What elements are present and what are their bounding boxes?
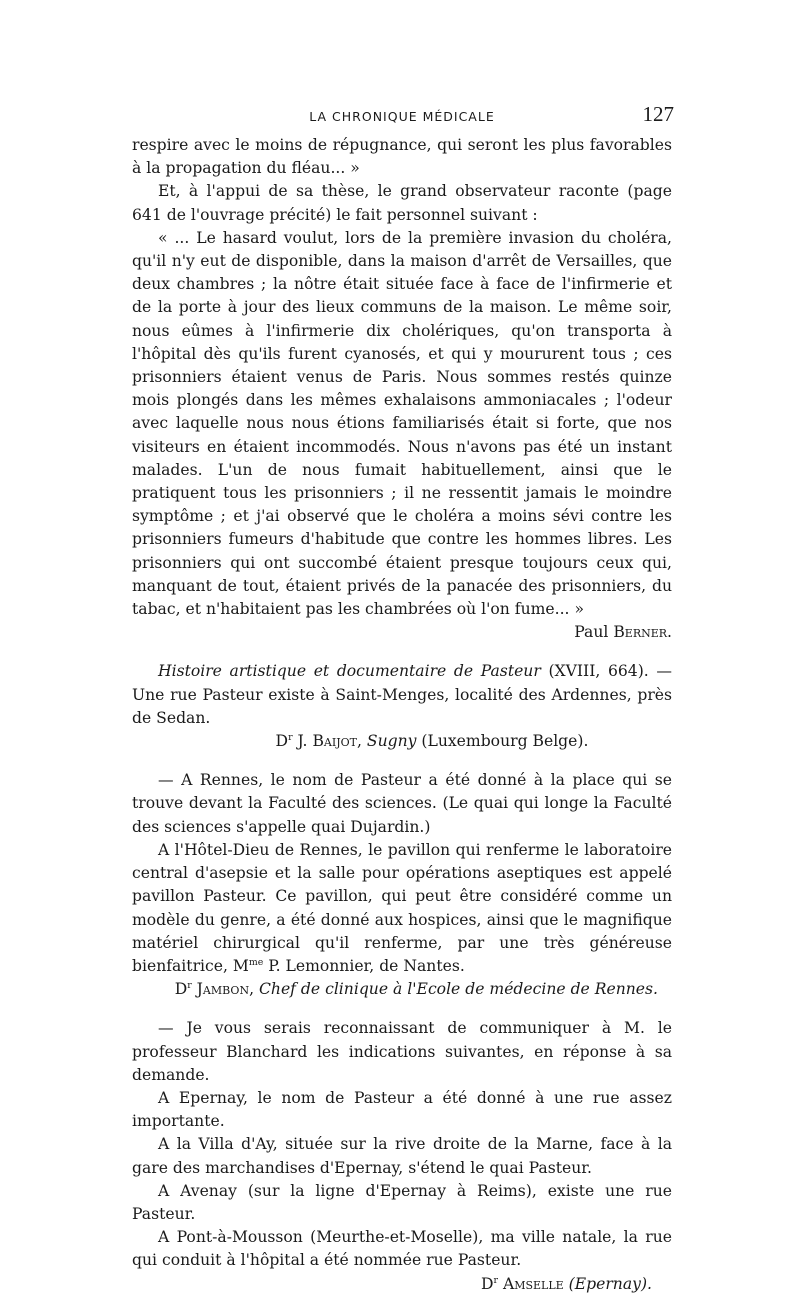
signature-amselle (132, 1273, 672, 1296)
page-number: 127 (642, 102, 674, 126)
paragraph-avenay: A Avenay (sur la ligne d'Epernay à Reims), existe une rue Pasteur. (132, 1181, 672, 1223)
paragraph-quotation: « ... Le hasard voulut, lors de la première invasion du choléra, qu'il n'y eut de disponible, dans la maison d'arrêt de Versailles, que deux chambres ; la nôtre était située face à face de l'infirmerie et de la porte à jour des lieux communs de la maison. Le même soir, nous eûmes à l'infirmerie dix cholériques, qu'on transporta à l'hôpital dès qu'ils furent cyanosés, et qui y moururent tous ; ces prisonniers étaient venus de Paris. Nous sommes restés quinze mois plongés dans les mêmes exhalaisons ammoniacales ; l'odeur avec laquelle nous nous étions familiarisés était si forte, que nos visiteurs en étaient incommodés. Nous n'avons pas été un instant malades. L'un de nous fumait habituellement, ainsi que le pratiquent tous les prisonniers ; il ne ressentit jamais le moindre symptôme ; et j'ai observé que le choléra a moins sévi contre les prisonniers fumeurs d'habitude que contre les hommes libres. Les prisonniers qui ont succombé étaient presque toujours ceux qui, manquant de tout, étaient privés de la panacée des prisonniers, du tabac, et n'habitaient pas les chambrées où l'on fume... » (132, 228, 672, 619)
paragraph-histoire (132, 660, 672, 730)
paragraph-villa-ay: A la Villa d'Ay, située sur la rive droite de la Marne, face à la gare des marchandises d'Epernay, s'étend le quai Pasteur. (132, 1135, 672, 1177)
signature-berner (132, 621, 672, 644)
running-title: LA CHRONIQUE MÉDICALE (309, 109, 495, 124)
signature-jambon (132, 978, 672, 1001)
signature-name: J. Baijot, (292, 732, 367, 751)
signature-place: Sugny (366, 732, 417, 751)
signature-place: (Epernay). (568, 1274, 652, 1293)
signature-baijot (132, 730, 672, 753)
paragraph-hotel-dieu-text: A l'Hôtel-Dieu de Rennes, le pavillon qui renferme le laboratoire central d'asepsie et la salle pour opérations aseptiques est appelé pavillon Pasteur. Ce pavillon, qui peut être considéré comme un modèle du genre, a été donné aux hospices, ainsi que le magnifique matériel chirurgical qu'il renferme, par une très généreuse bienfaitrice, M (132, 840, 672, 975)
signature-title: D (174, 980, 188, 999)
document-page (132, 104, 672, 1296)
work-title: Histoire artistique et documentaire de Pasteur (158, 662, 541, 681)
signature-title: D (275, 732, 289, 751)
signature-title-sup: r (187, 979, 192, 991)
signature-title-sup: r (288, 731, 293, 743)
signature-first-name: Paul (574, 623, 609, 642)
paragraph-histoire-text: (XVIII, 664). — Une rue Pasteur existe à Saint-Menges, localité des Ardennes, près de Sedan. (132, 662, 672, 727)
paragraph-hotel-dieu (132, 839, 672, 978)
signature-name: Jambon, (191, 980, 259, 999)
running-header (132, 104, 672, 130)
paragraph-pont-a-mousson: A Pont-à-Mousson (Meurthe-et-Moselle), ma ville natale, la rue qui conduit à l'hôpital a été nommée rue Pasteur. (132, 1228, 672, 1270)
body-text (132, 134, 672, 1296)
paragraph-epernay: A Epernay, le nom de Pasteur a été donné à une rue assez importante. (132, 1088, 672, 1131)
paragraph-hotel-dieu-end: P. Lemonnier, de Nantes. (263, 956, 465, 975)
paragraph-continuation: respire avec le moins de répugnance, qui seront les plus favorables à la propagation du fléau... » (132, 136, 672, 178)
signature-role: Chef de clinique à l'Ecole de médecine de Rennes. (258, 980, 658, 999)
signature-title: D (481, 1274, 494, 1293)
signature-name: Amselle (498, 1274, 569, 1293)
signature-title-sup: r (493, 1274, 499, 1286)
paragraph-observer-intro: Et, à l'appui de sa thèse, le grand observateur raconte (page 641 de l'ouvrage précité) le fait personnel suivant : (132, 182, 672, 224)
signature-place-country: (Luxembourg Belge). (416, 732, 589, 751)
signature-last-name: Berner. (613, 623, 672, 642)
paragraph-rennes: — A Rennes, le nom de Pasteur a été donné à la place qui se trouve devant la Faculté des sciences. (Le quai qui longe la Faculté des sciences s'appelle quai Dujardin.) (132, 771, 672, 836)
abbreviation-sup: me (248, 956, 264, 968)
paragraph-blanchard: — Je vous serais reconnaissant de communiquer à M. le professeur Blanchard les indications suivantes, en réponse à sa demande. (132, 1019, 672, 1084)
